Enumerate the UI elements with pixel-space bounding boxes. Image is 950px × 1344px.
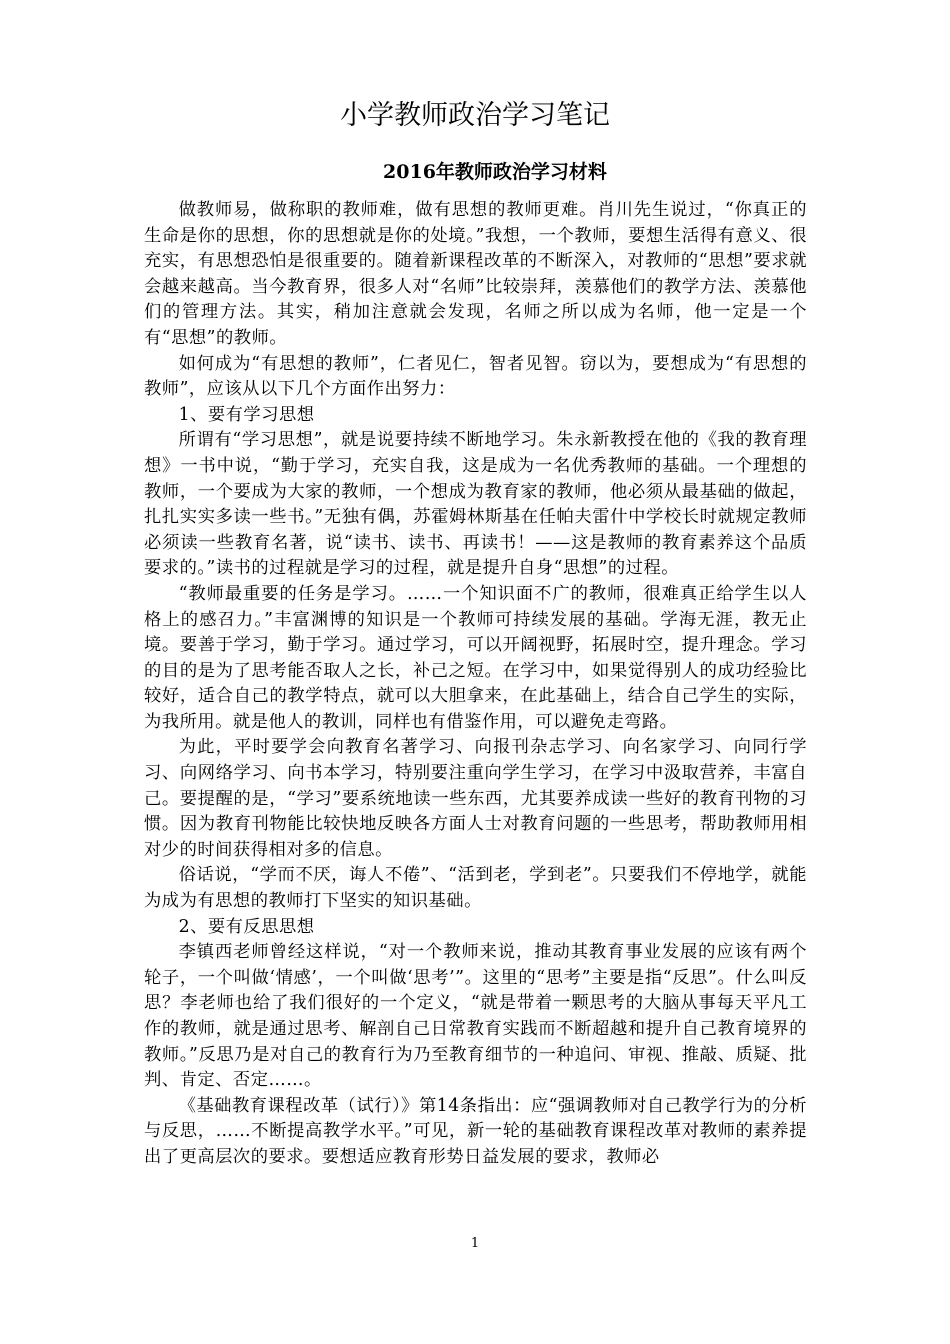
paragraph: 《基础教育课程改革（试行）》第14条指出：应“强调教师对自己教学行为的分析与反思，……不断提高教学水平。”可见，新一轮的基础教育课程改革对教师的素养提出了更高层次的要求。要想适应教育形势日益发展的要求，教师必 [144,1095,807,1167]
paragraph: “教师最重要的任务是学习。……一个知识面不广的教师，很难真正给学生以人格上的感召力。”丰富渊博的知识是一个教师可持续发展的基础。学海无涯，教无止境。要善于学习，勤于学习。通过学习，可以开阔视野，拓展时空，提升理念。学习的目的是为了思考能否取人之长，补己之短。在学习中，如果觉得别人的成功经验比较好，适合自己的教学特点，就可以大胆拿来，在此基础上，结合自己学生的实际，为我所用。就是他人的教训，同样也有借鉴作用，可以避免走弯路。 [144,583,807,732]
paragraph: 做教师易，做称职的教师难，做有思想的教师更难。肖川先生说过，“你真正的生命是你的思想，你的思想就是你的处境。”我想，一个教师，要想生活得有意义、很充实，有思想恐怕是很重要的。随着新课程改革的不断深入，对教师的“思想”要求就会越来越高。当今教育界，很多人对“名师”比较崇拜，羡慕他们的教学方法、羡慕他们的管理方法。其实，稍加注意就会发现，名师之所以成为名师，他一定是一个有“思想”的教师。 [144,200,807,348]
section-heading: 1、要有学习思想 [178,404,315,425]
document-subtitle: 2016年教师政治学习材料 [383,161,607,183]
page-number: 1 [470,1236,480,1251]
paragraph: 俗话说，“学而不厌，诲人不倦”、“活到老，学到老”。只要我们不停地学，就能为成为有思想的教师打下坚实的知识基础。 [144,865,807,912]
paragraph: 所谓有“学习思想”，就是说要持续不断地学习。朱永新教授在他的《我的教育理想》一书中说，“勤于学习，充实自我，这是成为一名优秀教师的基础。一个理想的教师，一个要成为大家的教师，一个想成为教育家的教师，他必须从最基础的做起，扎扎实实多读一些书。”无独有偶，苏霍姆林斯基在任帕夫雷什中学校长时就规定教师必须读一些教育名著，说“读书、读书、再读书！——这是教师的教育素养这个品质要求的。”读书的过程就是学习的过程，就是提升自身“思想”的过程。 [144,430,807,579]
document-title: 小学教师政治学习笔记 [340,100,610,131]
paragraph: 为此，平时要学会向教育名著学习、向报刊杂志学习、向名家学习、向同行学习、向网络学习、向书本学习，特别要注重向学生学习，在学习中汲取营养，丰富自己。要提醒的是，“学习”要系统地读一些东西，尤其要养成读一些好的教育刊物的习惯。因为教育刊物能比较快地反映各方面人士对教育问题的一些思考，帮助教师用相对少的时间获得相对多的信息。 [144,737,807,860]
paragraph: 如何成为“有思想的教师”，仁者见仁，智者见智。窃以为，要想成为“有思想的教师”，应该从以下几个方面作出努力： [144,353,807,400]
section-heading: 2、要有反思思想 [178,916,315,937]
paragraph: 李镇西老师曾经这样说，“对一个教师来说，推动其教育事业发展的应该有两个轮子，一个叫做‘情感’，一个叫做‘思考’”。这里的“思考”主要是指“反思”。什么叫反思？李老师也给了我们很好的一个定义，“就是带着一颗思考的大脑从事每天平凡工作的教师，就是通过思考、解剖自己日常教育实践而不断超越和提升自己教育境界的教师。”反思乃是对自己的教育行为乃至教育细节的一种追问、审视、推敲、质疑、批判、肯定、否定……。 [144,942,807,1091]
document-body [144,198,807,1171]
